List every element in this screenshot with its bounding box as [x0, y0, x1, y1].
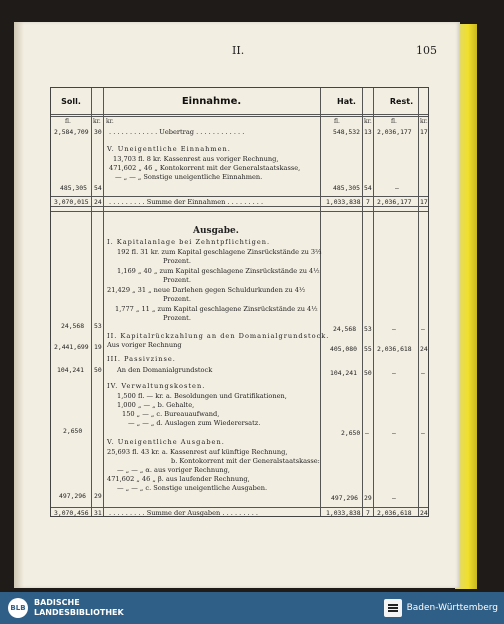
hat-fl: 405,080: [330, 345, 357, 353]
column-header-hat: Hat.: [337, 96, 356, 106]
section-heading: V. Uneigentliche Ausgaben.: [107, 438, 225, 446]
rest-fl: 2,036,177: [377, 128, 412, 136]
unit-fl: fl.: [391, 118, 397, 125]
col-divider: [91, 88, 92, 516]
detail-line: — „ — „ d. Auslagen zum Wiederersatz.: [128, 419, 261, 427]
soll-fl: 497,296: [59, 492, 86, 500]
row-rule: [51, 507, 428, 508]
rest-fl: 2,036,177: [377, 198, 412, 206]
state-name: Baden-Württemberg: [406, 603, 498, 613]
detail-line: 25,693 fl. 43 kr. a. Kassenrest auf künftige Rechnung,: [107, 448, 288, 456]
row-rule: [51, 196, 428, 197]
soll-fl: 3,070,015: [54, 198, 89, 206]
detail-line: 192 fl. 31 kr. zum Kapital geschlagene Zinsrückstände zu 3⅔: [117, 248, 322, 256]
section-heading: IV. Verwaltungskosten.: [107, 382, 206, 390]
page-number: 105: [416, 44, 437, 57]
hat-fl: 104,241: [330, 369, 357, 377]
rest-fl: —: [392, 369, 396, 377]
page-gutter: [14, 22, 24, 588]
hat-kr: 55: [364, 345, 372, 353]
soll-kr: 19: [94, 343, 102, 351]
soll-kr: 30: [94, 128, 102, 136]
hat-fl: 2,650: [341, 429, 361, 437]
column-header-soll: Soll.: [61, 96, 81, 106]
rest-fl: 2,036,618: [377, 509, 412, 517]
soll-kr: 24: [94, 198, 102, 206]
detail-line: Prozent.: [163, 257, 191, 265]
detail-line: Prozent.: [163, 276, 191, 284]
col-divider: [418, 88, 419, 516]
detail-line: Aus voriger Rechnung: [107, 341, 182, 349]
detail-line: Prozent.: [163, 295, 191, 303]
library-name-line2: LANDESBIBLIOTHEK: [34, 608, 124, 617]
rest-fl: —: [392, 494, 396, 502]
detail-line: Prozent.: [163, 314, 191, 322]
rest-kr: 17: [420, 128, 428, 136]
hat-kr: 29: [364, 494, 372, 502]
detail-line: 21,429 „ 31 „ neue Darlehen gegen Schuldurkunden zu 4½: [107, 286, 306, 294]
detail-line: 471,602 „ 46 „ Kontokorrent mit der Generalstaatskasse,: [109, 164, 301, 172]
hat-fl: 24,568: [333, 325, 357, 333]
section-heading: III. Passivzinse.: [107, 355, 176, 363]
rest-kr: 24: [420, 509, 428, 517]
header-rule: [51, 114, 428, 117]
library-name[interactable]: [34, 598, 124, 618]
hat-fl: 1,033,838: [326, 509, 361, 517]
detail-line: 1,777 „ 11 „ zum Kapital geschlagene Zinsrückstände zu 4½: [115, 305, 318, 313]
row-description: . . . . . . . . . Summe der Einnahmen . . . . . . . . .: [109, 198, 264, 206]
hat-kr: —: [365, 429, 369, 437]
soll-fl: 3,070,456: [54, 509, 89, 517]
library-name-line1: BADISCHE: [34, 598, 80, 607]
hat-kr: 53: [364, 325, 372, 333]
col-divider: [320, 88, 321, 516]
rest-fl: —: [395, 184, 399, 192]
soll-fl: 2,650: [63, 427, 83, 435]
soll-kr: 31: [94, 509, 102, 517]
rest-fl: —: [392, 325, 396, 333]
section-number: II.: [232, 44, 245, 57]
rest-kr: —: [421, 429, 425, 437]
col-divider: [103, 88, 104, 516]
unit-kr: kr.: [420, 118, 428, 125]
rest-kr: 24: [420, 345, 428, 353]
state-logo[interactable]: [384, 592, 498, 624]
row-description: . . . . . . . . . Summe der Ausgaben . . . . . . . . .: [109, 509, 259, 517]
section-heading: II. Kapitalrückzahlung an den Domanialgrundstock.: [107, 332, 330, 340]
detail-line: 1,000 „ — „ b. Gehalte,: [117, 401, 195, 409]
section-heading: V. Uneigentliche Einnahmen.: [107, 145, 231, 153]
row-rule: [51, 206, 428, 207]
unit-kr: kr.: [106, 118, 114, 125]
unit-fl: fl.: [334, 118, 340, 125]
hat-kr: 13: [364, 128, 372, 136]
soll-kr: 50: [94, 366, 102, 374]
soll-kr: 29: [94, 492, 102, 500]
section-heading: I. Kapitalanlage bei Zehntpflichtigen.: [107, 238, 271, 246]
rest-kr: 17: [420, 198, 428, 206]
hat-fl: 497,296: [331, 494, 358, 502]
detail-line: 471,602 „ 46 „ β. aus laufender Rechnung,: [107, 475, 250, 483]
soll-fl: 24,568: [61, 322, 85, 330]
soll-fl: 2,584,709: [54, 128, 89, 136]
blb-logo-icon[interactable]: BLB: [8, 598, 28, 618]
detail-line: — „ — „ Sonstige uneigentliche Einnahmen.: [115, 173, 263, 181]
unit-kr: kr.: [364, 118, 372, 125]
col-divider: [373, 88, 374, 516]
detail-line: An den Domanialgrundstock: [117, 366, 213, 374]
unit-kr: kr.: [93, 118, 101, 125]
rest-kr: —: [421, 325, 425, 333]
unit-fl: fl.: [65, 118, 71, 125]
rest-fl: —: [392, 429, 396, 437]
hat-kr: 7: [366, 509, 370, 517]
detail-line: 1,169 „ 40 „ zum Kapital geschlagene Zinsrückstände zu 4½: [117, 267, 320, 275]
detail-line: — „ — „ α. aus voriger Rechnung,: [117, 466, 230, 474]
state-crest-icon: [384, 599, 402, 617]
detail-line: — „ — „ c. Sonstige uneigentliche Ausgaben.: [117, 484, 268, 492]
detail-line: 1,500 fl. — kr. a. Besoldungen und Gratifikationen,: [117, 392, 287, 400]
detail-line: 150 „ — „ c. Bureauaufwand,: [122, 410, 220, 418]
ausgabe-heading: Ausgabe.: [193, 226, 239, 236]
soll-fl: 485,305: [60, 184, 87, 192]
hat-fl: 1,033,838: [326, 198, 361, 206]
rest-kr: —: [421, 369, 425, 377]
hat-kr: 50: [364, 369, 372, 377]
row-description: . . . . . . . . . . . . Uebertrag . . . . . . . . . . . .: [109, 128, 245, 136]
col-divider: [362, 88, 363, 516]
footer-bar: [0, 592, 504, 624]
hat-fl: 485,305: [333, 184, 360, 192]
detail-line: 13,703 fl. 8 kr. Kassenrest aus voriger Rechnung,: [113, 155, 279, 163]
soll-kr: 53: [94, 322, 102, 330]
row-rule: [51, 211, 428, 212]
hat-fl: 548,532: [333, 128, 360, 136]
soll-kr: 54: [94, 184, 102, 192]
soll-fl: 2,441,699: [54, 343, 89, 351]
soll-fl: 104,241: [57, 366, 84, 374]
rest-fl: 2,036,618: [377, 345, 412, 353]
ledger-table: [50, 87, 429, 517]
column-header-einnahme: Einnahme.: [181, 95, 242, 107]
detail-line: b. Kontokorrent mit der Generalstaatskasse:: [171, 457, 320, 465]
hat-kr: 7: [366, 198, 370, 206]
hat-kr: 54: [364, 184, 372, 192]
column-header-rest: Rest.: [389, 96, 414, 106]
